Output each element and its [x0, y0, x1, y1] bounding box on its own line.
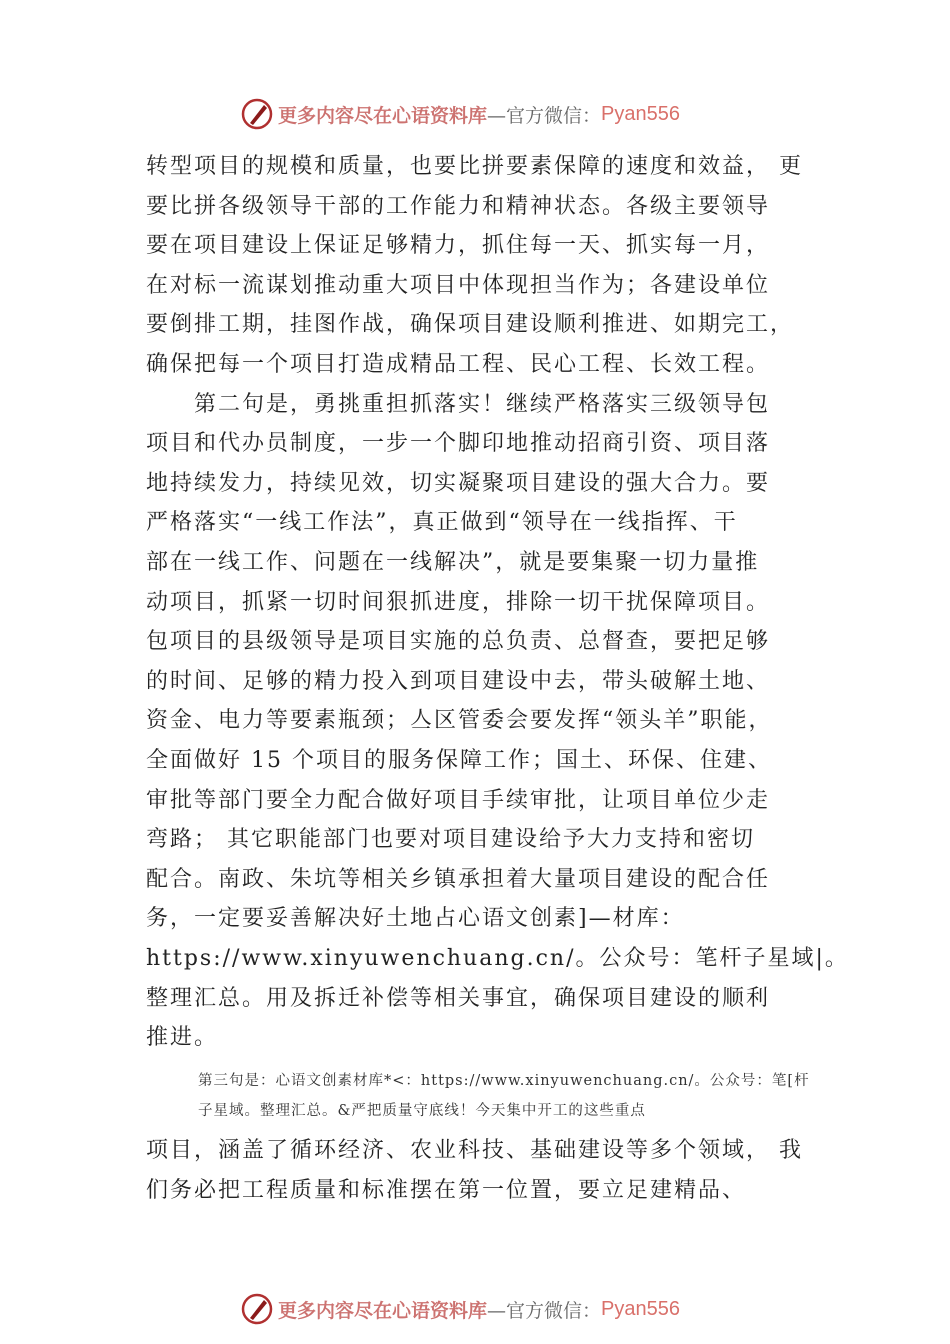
text-line: 部在一线工作、问题在一线解决”，就是要集聚一切力量推: [146, 550, 760, 575]
watermark-header-bottom: [240, 1289, 720, 1329]
brand-text: 更多内容尽在心语资料库: [278, 1299, 488, 1322]
text-line: 务，一定要妥善解决好土地占心语文创素]—材库：: [146, 906, 685, 932]
wechat-id: Pyan556: [601, 1297, 680, 1320]
small-text-line: 子星域。整理汇总。&严把质量守底线！今天集中开工的这些重点: [198, 1102, 646, 1119]
text-line: 配合。南政、朱坑等相关乡镇承担着大量项目建设的配合任: [146, 866, 771, 892]
small-text-line: 第三句是：心语文创素材库*<：https://www.xinyuwenchuang.cn/。公众号：笔[杆: [198, 1073, 810, 1089]
watermark-header-top: [240, 94, 720, 134]
text-line: 资金、电力等要素瓶颈；亼区管委会要发挥“领头羊”职能，: [146, 708, 773, 734]
text-line: 推进。: [146, 1025, 219, 1051]
text-line: 转型项目的规模和质量，也要比拼要素保障的速度和效益， 更: [146, 154, 803, 179]
text-line: 审批等部门要全力配合做好项目手续审批，让项目单位少走: [146, 787, 771, 813]
text-line: 整理汇总。用及拆迁补偿等相关事宜，确保项目建设的顺利: [146, 985, 771, 1011]
pen-logo-icon: [240, 1292, 274, 1326]
text-line: 地持续发力，持续见效，切实凝聚项目建设的强大合力。要: [146, 470, 771, 496]
text-line: 第二句是，勇挑重担抓落实！继续严格落实三级领导包: [146, 391, 771, 417]
text-line: 的时间、足够的精力投入到项目建设中去，带头破解土地、: [146, 668, 771, 694]
text-line: 在对标一流谋划推动重大项目中体现担当作为；各建设单位: [146, 272, 771, 298]
text-line: 要在项目建设上保证足够精力，抓住每一天、抓实每一月，: [146, 233, 771, 259]
wechat-label: —官方微信：: [487, 1299, 602, 1322]
wechat-label: —官方微信：: [487, 104, 602, 127]
text-line: 要倒排工期，挂图作战，确保项目建设顺利推进、如期完工，: [146, 312, 795, 338]
text-line: 项目，涵盖了循环经济、农业科技、基础建设等多个领域， 我: [146, 1138, 803, 1163]
text-line: 严格落实“一线工作法”，真正做到“领导在一线指挥、干: [146, 510, 738, 536]
text-line: 确保把每一个项目打造成精品工程、民心工程、长效工程。: [146, 352, 771, 377]
text-line: 项目和代办员制度，一步一个脚印地推动招商引资、项目落: [146, 431, 771, 457]
text-line: 弯路； 其它职能部门也要对项目建设给予大力支持和密切: [146, 827, 755, 853]
text-line: 动项目，抓紧一切时间狠抓进度，排除一切干扰保障项目。: [146, 589, 771, 615]
text-line: 要比拼各级领导干部的工作能力和精神状态。各级主要领导: [146, 193, 771, 219]
brand-text: 更多内容尽在心语资料库: [278, 104, 488, 127]
text-line: https://www.xinyuwenchuang.cn/。公众号：笔杆子星域|。: [146, 946, 849, 971]
text-line: 们务必把工程质量和标准摆在第一位置，要立足建精品、: [146, 1177, 747, 1203]
wechat-id: Pyan556: [601, 102, 680, 125]
text-line: 包项目的县级领导是项目实施的总负责、总督查，要把足够: [146, 629, 771, 655]
pen-logo-icon: [240, 97, 274, 131]
text-line: 全面做好 15 个项目的服务保障工作；国土、环保、住建、: [146, 748, 772, 773]
